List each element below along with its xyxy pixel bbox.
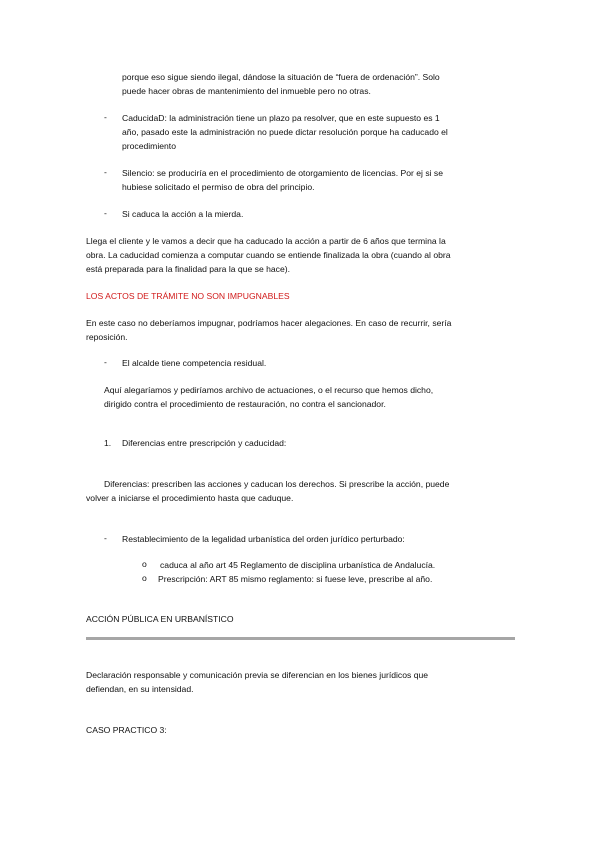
section-heading-red: LOS ACTOS DE TRÁMITE NO SON IMPUGNABLES xyxy=(86,291,290,301)
paragraph-line: Llega el cliente y le vamos a decir que ha caducado la acción a partir de 6 años que termina la xyxy=(86,236,446,246)
sub-bullet-text: caduca al año art 45 Reglamento de disciplina urbanística de Andalucía. xyxy=(160,560,436,570)
paragraph-line: obra. La caducidad comienza a computar cuando se entiende finalizada la obra (cuando al obra xyxy=(86,250,451,260)
bullet-dash: - xyxy=(104,112,107,122)
paragraph-line: está preparada para la finalidad para la que se hace). xyxy=(86,264,291,274)
paragraph-line: puede hacer obras de mantenimiento del inmueble pero no otras. xyxy=(122,86,371,96)
paragraph-line: reposición. xyxy=(86,332,128,342)
bullet-text: Restablecimiento de la legalidad urbanística del orden jurídico perturbado: xyxy=(122,534,405,544)
section-heading: ACCIÓN PÚBLICA EN URBANÍSTICO xyxy=(86,614,234,624)
horizontal-rule xyxy=(86,637,515,640)
bullet-dash: - xyxy=(104,167,107,177)
section-heading: CASO PRACTICO 3: xyxy=(86,725,167,735)
paragraph-line: defiendan, en su intensidad. xyxy=(86,684,194,694)
paragraph-line: dirigido contra el procedimiento de restauración, no contra el sancionador. xyxy=(104,399,386,409)
sub-bullet-text: Prescripción: ART 85 mismo reglamento: si fuese leve, prescribe al año. xyxy=(158,574,433,584)
bullet-dash: - xyxy=(104,533,107,543)
bullet-text: El alcalde tiene competencia residual. xyxy=(122,358,267,368)
list-number: 1. xyxy=(104,438,112,448)
paragraph-line: volver a iniciarse el procedimiento hasta que caduque. xyxy=(86,493,294,503)
paragraph-line: porque eso sigue siendo ilegal, dándose la situación de “fuera de ordenación”. Solo xyxy=(122,72,440,82)
paragraph-line: Aquí alegaríamos y pediríamos archivo de actuaciones, o el recurso que hemos dicho, xyxy=(104,385,434,395)
bullet-text: Si caduca la acción a la mierda. xyxy=(122,209,244,219)
bullet-dash: - xyxy=(104,357,107,367)
paragraph-line: En este caso no deberíamos impugnar, podríamos hacer alegaciones. En caso de recurrir, sería xyxy=(86,318,452,328)
bullet-text: CaducidaD: la administración tiene un plazo pa resolver, que en este supuesto es 1 xyxy=(122,113,440,123)
bullet-text: Silencio: se produciría en el procedimiento de otorgamiento de licencias. Por ej si se xyxy=(122,168,444,178)
bullet-dash: - xyxy=(104,208,107,218)
bullet-circle: o xyxy=(142,573,147,583)
bullet-text: año, pasado este la administración no puede dictar resolución porque ha caducado el xyxy=(122,127,448,137)
bullet-circle: o xyxy=(142,559,147,569)
paragraph-line: Declaración responsable y comunicación previa se diferencian en los bienes jurídicos que xyxy=(86,670,429,680)
bullet-text: hubiese solicitado el permiso de obra del principio. xyxy=(122,182,315,192)
paragraph-line: Diferencias: prescriben las acciones y caducan los derechos. Si prescribe la acción, puede xyxy=(104,479,450,489)
bullet-text: procedimiento xyxy=(122,141,176,151)
numbered-item-text: Diferencias entre prescripción y caducidad: xyxy=(122,438,287,448)
